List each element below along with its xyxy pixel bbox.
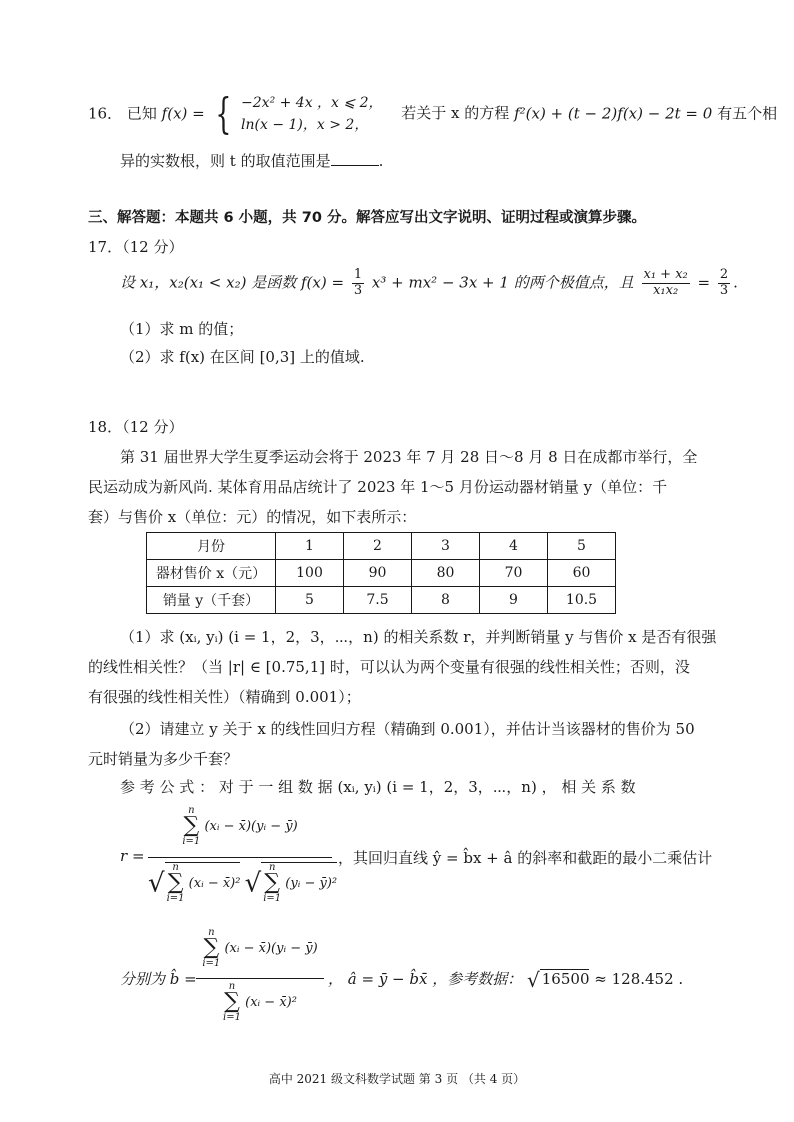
q18-ref-line3 <box>328 968 683 992</box>
table-cell: 1 <box>276 533 344 560</box>
q18-ref-line1: 参 考 公 式 ： 对 于 一 组 数 据 (xᵢ, yᵢ) (i = 1，2，3，⋯，n) ， 相 关 系 数 <box>120 778 636 796</box>
q16-line2-end: . <box>378 152 384 170</box>
q18-para-line3: 套）与售价 x（单位：元）的情况，如下表所示： <box>88 508 417 526</box>
table-cell: 9 <box>480 587 548 614</box>
q16-case1: −2x² + 4x ，x ⩽ 2， <box>241 95 383 111</box>
q18-sub1-line1: （1）求 (xᵢ, yᵢ) (i = 1，2，3，⋯，n) 的相关系数 r，并判断销量 y 与售价 x 是否有很强 <box>120 628 717 646</box>
sum-bottom: i=1 <box>263 892 282 904</box>
sqrt-body <box>261 862 337 904</box>
sum-symbol <box>202 928 220 969</box>
q18-header: 18．（12 分） <box>88 418 184 436</box>
sales-table <box>146 532 616 614</box>
value-den: 3 <box>719 282 729 298</box>
intercept-formula: ， â = ȳ − b̂x̄ ，参考数据： <box>328 970 523 988</box>
sum-symbol <box>167 863 185 904</box>
sum-bottom: i=1 <box>202 957 221 969</box>
r-denominator <box>148 862 337 904</box>
q17-stem-a: 设 x₁，x₂(x₁ < x₂) 是函数 f(x) = <box>120 273 345 292</box>
table-cell: 2 <box>344 533 412 560</box>
sigma-icon: ∑ <box>183 813 200 838</box>
table-cell: 7.5 <box>344 587 412 614</box>
b-fraction-bar <box>196 978 324 979</box>
q16-line2 <box>120 150 383 171</box>
sqrt-body <box>165 862 241 904</box>
r-den-expr1: (xᵢ − x̄)² <box>188 875 241 891</box>
r-num-expr: (xᵢ − x̄)(yᵢ − ȳ) <box>204 818 298 834</box>
b-label: 分别为 b̂ = <box>120 970 197 988</box>
r-numerator <box>148 806 332 847</box>
sqrt-value: 16500 <box>541 970 590 988</box>
sqrt-icon: √ <box>527 968 540 992</box>
sigma-icon: ∑ <box>264 870 281 895</box>
table-cell: 70 <box>480 560 548 587</box>
table-row <box>147 587 616 614</box>
table-row <box>147 560 616 587</box>
b-denominator <box>196 982 324 1023</box>
q16-equation: f²(x) + (t − 2)f(x) − 2t = 0 <box>514 104 713 123</box>
b-num-expr: (xᵢ − x̄)(yᵢ − ȳ) <box>224 940 318 956</box>
q18-sub1-line2: 的线性相关性？（当 |r| ∈ [0.75,1] 时，可以认为两个变量有很强的线性相关性；否则，没 <box>88 658 690 676</box>
b-numerator <box>196 928 324 969</box>
q16-text-b: 若关于 x 的方程 <box>401 104 510 123</box>
sigma-icon: ∑ <box>203 935 220 960</box>
q18-para-line2: 民运动成为新风尚. 某体育用品店统计了 2023 年 1～5 月份运动器材销量 y（单位：千 <box>88 478 668 496</box>
table-cell: 4 <box>480 533 548 560</box>
q17-ratio <box>642 268 690 299</box>
sigma-icon: ∑ <box>167 870 184 895</box>
table-cell: 10.5 <box>548 587 616 614</box>
value-num: 2 <box>719 267 729 282</box>
q18-sub1-line3: 有很强的线性相关性）（精确到 0.001）； <box>88 688 361 706</box>
table-cell: 60 <box>548 560 616 587</box>
q16-line2-text: 异的实数根，则 t 的取值范围是 <box>120 152 331 170</box>
q17-header: 17．（12 分） <box>88 238 184 256</box>
ratio-den: x₁x₂ <box>653 282 679 298</box>
q16-brace: { <box>214 89 231 139</box>
q17-stem <box>120 268 738 299</box>
q16-line1 <box>88 89 778 139</box>
b-den-expr: (xᵢ − x̄)² <box>245 994 297 1010</box>
q16-text-a: 已知 <box>126 104 157 123</box>
q16-case2: ln(x − 1)，x > 2， <box>241 117 369 134</box>
q18-ref-line2: ，其回归直线 ŷ = b̂x + â 的斜率和截距的最小二乘估计 <box>338 849 713 867</box>
q17-value <box>718 268 730 299</box>
q16-cases <box>241 92 382 137</box>
table-cell: 100 <box>276 560 344 587</box>
sum-top: n <box>268 862 276 873</box>
q17-stem-b: x³ + mx² − 3x + 1 的两个极值点，且 <box>371 273 634 292</box>
q17-part1: （1）求 m 的值； <box>120 320 244 338</box>
q16-func: f(x) = <box>161 104 205 123</box>
approx-value: ≈ 128.452 . <box>594 970 684 988</box>
r-den-expr2: (yᵢ − ȳ)² <box>285 875 338 891</box>
r-label: r = <box>120 847 145 865</box>
sum-top: n <box>208 927 215 938</box>
frac-num: 1 <box>353 267 363 282</box>
q17-part2: （2）求 f(x) 在区间 [0,3] 上的值域. <box>120 348 365 366</box>
table-cell: 3 <box>412 533 480 560</box>
table-cell: 销量 y（千套） <box>147 587 276 614</box>
q17-eq: = <box>697 273 711 292</box>
table-cell: 5 <box>276 587 344 614</box>
table-cell: 器材售价 x（元） <box>147 560 276 587</box>
answer-blank[interactable] <box>331 151 379 166</box>
page-footer: 高中 2021 级文科数学试题 第 3 页 （共 4 页） <box>268 1072 526 1086</box>
r-fraction-bar <box>148 857 332 858</box>
sum-top: n <box>188 805 195 816</box>
table-cell: 90 <box>344 560 412 587</box>
q16-number: 16． <box>88 104 123 123</box>
q18-sub2-line1: （2）请建立 y 关于 x 的线性回归方程（精确到 0.001），并估计当该器材的售价为 50 <box>120 720 695 738</box>
sum-symbol <box>263 863 281 904</box>
table-cell: 8 <box>412 587 480 614</box>
q17-frac-third <box>352 268 364 299</box>
table-row <box>147 533 616 560</box>
section-heading: 三、解答题：本题共 6 小题，共 70 分。解答应写出文字说明、证明过程或演算步骤。 <box>88 210 646 226</box>
sqrt-icon: √ <box>148 868 165 899</box>
table-cell: 月份 <box>147 533 276 560</box>
ratio-num: x₁ + x₂ <box>643 267 688 282</box>
sum-bottom: i=1 <box>182 835 201 847</box>
sum-top: n <box>228 981 236 992</box>
q17-stem-end: . <box>733 273 738 292</box>
sum-bottom: i=1 <box>223 1011 241 1023</box>
sum-symbol <box>223 982 241 1023</box>
table-cell: 80 <box>412 560 480 587</box>
table-cell: 5 <box>548 533 616 560</box>
q18-para-line1: 第 31 届世界大学生夏季运动会将于 2023 年 7 月 28 日～8 月 8 日在成都市举行，全 <box>120 448 698 466</box>
sum-symbol <box>182 806 200 847</box>
sum-bottom: i=1 <box>166 892 185 904</box>
q18-sub2-line2: 元时销量为多少千套？ <box>88 750 239 768</box>
q16-text-c: 有五个相 <box>717 104 778 123</box>
sum-top: n <box>172 862 179 873</box>
sigma-icon: ∑ <box>224 989 240 1014</box>
sqrt-icon: √ <box>244 868 262 899</box>
frac-den: 3 <box>353 282 363 298</box>
